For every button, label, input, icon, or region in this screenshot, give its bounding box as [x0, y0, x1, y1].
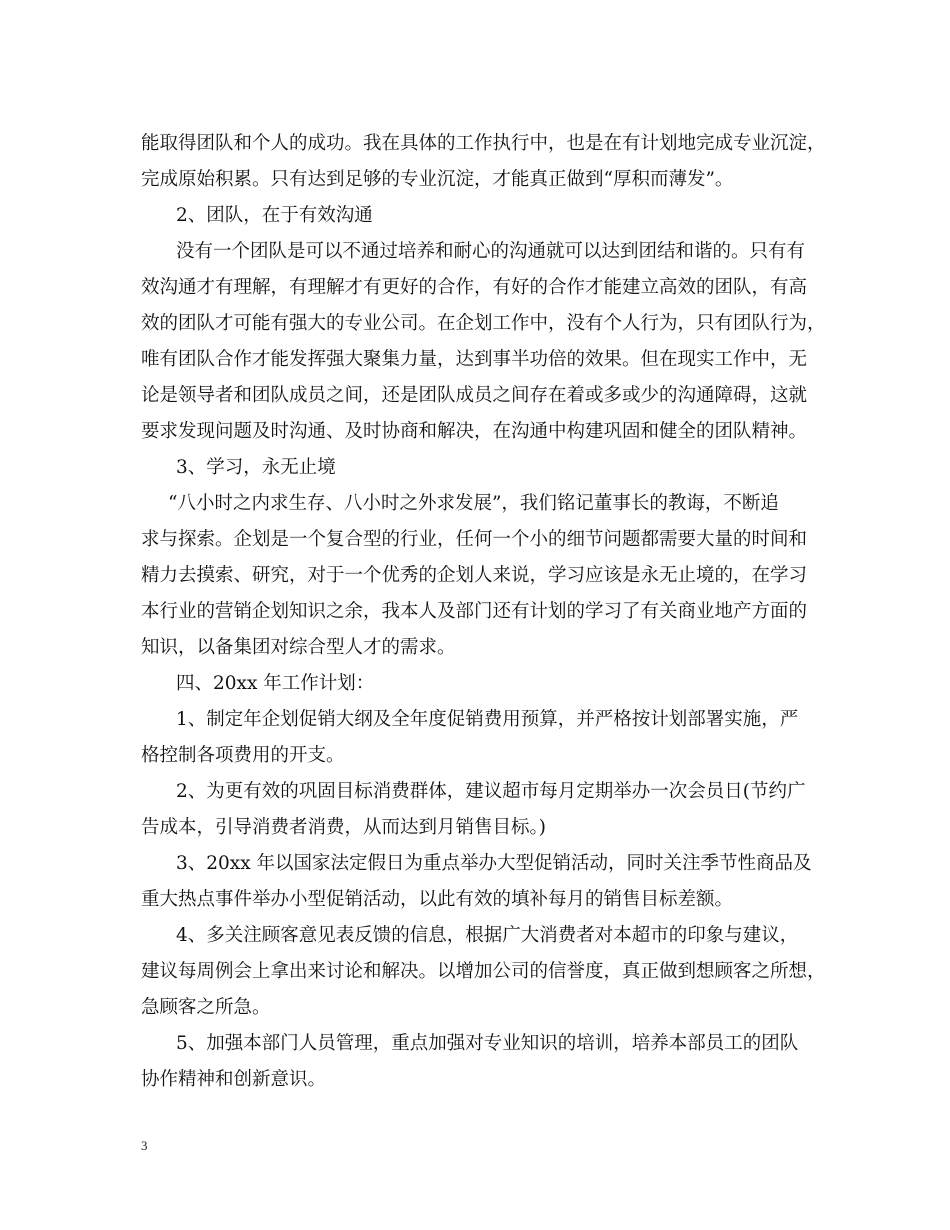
body-line: 求与探索。企划是一个复合型的行业，任何一个小的细节问题都需要大量的时间和: [141, 529, 808, 550]
list-item-line: 2、为更有效的巩固目标消费群体，建议超市每月定期举办一次会员日(节约广: [176, 781, 806, 802]
body-line: 知识，以备集团对综合型人才的需求。: [141, 637, 456, 658]
body-line: 论是领导者和团队成员之间，还是团队成员之间存在着或多或少的沟通障碍，这就: [141, 385, 808, 406]
list-item-line: 3、20xx 年以国家法定假日为重点举办大型促销活动，同时关注季节性商品及: [176, 853, 812, 874]
body-line: 要求发现问题及时沟通、及时协商和解决，在沟通中构建巩固和健全的团队精神。: [141, 421, 808, 442]
body-line: 效沟通才有理解，有理解才有更好的合作，有好的合作才能建立高效的团队，有高: [141, 277, 808, 298]
list-item-line: 1、制定年企划促销大纲及全年度促销费用预算，并严格按计划部署实施，严: [176, 709, 799, 730]
list-item-line: 5、加强本部门人员管理，重点加强对专业知识的培训，培养本部员工的团队: [176, 1033, 799, 1054]
body-line: 能取得团队和个人的成功。我在具体的工作执行中，也是在有计划地完成专业沉淀，: [141, 133, 826, 154]
body-line: 精力去摸索、研究，对于一个优秀的企划人来说，学习应该是永无止境的，在学习: [141, 565, 808, 586]
section-heading: 四、20xx 年工作计划：: [176, 673, 375, 694]
page-number: 3: [141, 1138, 148, 1153]
section-heading: 2、团队，在于有效沟通: [176, 205, 373, 226]
list-item-line: 重大热点事件举办小型促销活动，以此有效的填补每月的销售目标差额。: [141, 889, 734, 910]
list-item-line: 告成本，引导消费者消费，从而达到月销售目标。): [141, 817, 546, 838]
body-line: 效的团队才可能有强大的专业公司。在企划工作中，没有个人行为，只有团队行为，: [141, 313, 826, 334]
body-line: 本行业的营销企划知识之余，我本人及部门还有计划的学习了有关商业地产方面的: [141, 601, 808, 622]
body-line: 唯有团队合作才能发挥强大聚集力量，达到事半功倍的效果。但在现实工作中，无: [141, 349, 808, 370]
list-item-line: 急顾客之所急。: [141, 997, 271, 1018]
list-item-line: 4、多关注顾客意见表反馈的信息，根据广大消费者对本超市的印象与建议，: [176, 925, 799, 946]
body-line: “八小时之内求生存、八小时之外求发展”，我们铭记董事长的教诲，不断追: [168, 493, 779, 514]
list-item-line: 建议每周例会上拿出来讨论和解决。以增加公司的信誉度，真正做到想顾客之所想，: [141, 961, 826, 982]
list-item-line: 格控制各项费用的开支。: [141, 745, 345, 766]
section-heading: 3、学习，永无止境: [176, 457, 336, 478]
body-line: 没有一个团队是可以不通过培养和耐心的沟通就可以达到团结和谐的。只有有: [176, 241, 806, 262]
list-item-line: 协作精神和创新意识。: [141, 1069, 327, 1090]
body-line: 完成原始积累。只有达到足够的专业沉淀，才能真正做到“厚积而薄发”。: [141, 169, 734, 190]
